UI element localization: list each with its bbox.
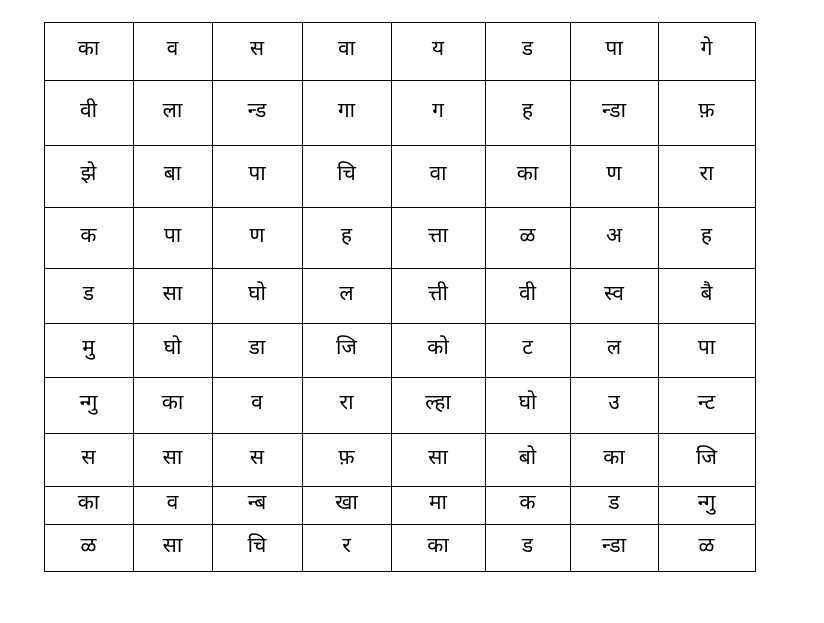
grid-cell-letter: न्ट: [697, 390, 716, 414]
grid-cell-letter: उ: [608, 390, 620, 414]
grid-cell-letter: स: [81, 444, 96, 469]
grid-cell-letter: ह: [700, 222, 713, 247]
grid-cell-letter: का: [427, 532, 449, 557]
grid-cell-letter: वा: [429, 161, 447, 185]
grid-cell-letter: का: [77, 490, 100, 514]
grid-cell-letter: य: [431, 36, 445, 60]
grid-cell-letter: क: [519, 490, 536, 514]
grid-cell-letter: घो: [248, 280, 266, 305]
grid-horizontal-line: [44, 207, 756, 208]
grid-cell-letter: ट: [522, 335, 533, 359]
grid-cell-letter: ड: [82, 280, 95, 305]
grid-cell-letter: क: [80, 222, 97, 247]
grid-vertical-line: [302, 22, 303, 572]
grid-horizontal-line: [44, 323, 756, 324]
grid-cell-letter: सा: [162, 280, 183, 305]
grid-cell-letter: ळ: [519, 222, 536, 247]
grid-horizontal-line: [44, 268, 756, 269]
grid-cell-letter: बो: [518, 444, 537, 469]
grid-cell-letter: का: [516, 161, 539, 185]
grid-cell-letter: घो: [518, 390, 537, 414]
grid-cell-letter: जि: [695, 444, 718, 469]
grid-cell-letter: ह: [521, 97, 534, 122]
grid-cell-letter: चि: [337, 161, 356, 185]
grid-cell-letter: रा: [339, 390, 354, 414]
grid-cell-letter: ण: [249, 222, 265, 247]
grid-cell-letter: ल: [339, 280, 354, 305]
grid-cell-letter: व: [166, 36, 179, 60]
grid-cell-letter: ळ: [698, 532, 715, 557]
grid-cell-letter: न्डा: [601, 97, 627, 122]
grid-cell-letter: का: [161, 390, 184, 414]
grid-cell-letter: ण: [606, 161, 622, 185]
grid-cell-letter: पा: [605, 36, 623, 60]
grid-horizontal-line: [44, 145, 756, 146]
grid-cell-letter: न्ड: [247, 97, 267, 122]
grid-cell-letter: व: [166, 490, 179, 514]
grid-cell-letter: न्ब: [247, 490, 267, 514]
grid-cell-letter: ळ: [80, 532, 97, 557]
grid-cell-letter: मा: [429, 490, 447, 514]
grid-vertical-line: [391, 22, 392, 572]
grid-horizontal-line: [44, 433, 756, 434]
grid-cell-letter: फ़: [698, 97, 715, 122]
grid-cell-letter: र: [342, 532, 351, 557]
grid-cell-letter: झे: [80, 161, 97, 185]
grid-cell-letter: पा: [248, 161, 266, 185]
grid-cell-letter: ल्हा: [425, 390, 451, 414]
grid-horizontal-line: [44, 571, 756, 572]
grid-cell-letter: का: [77, 36, 100, 60]
grid-vertical-line: [133, 22, 134, 572]
grid-cell-letter: वा: [337, 36, 356, 60]
grid-vertical-line: [658, 22, 659, 572]
grid-cell-letter: ड: [521, 36, 534, 60]
grid-cell-letter: खा: [335, 490, 358, 514]
grid-cell-letter: घो: [163, 335, 182, 359]
grid-cell-letter: सा: [162, 532, 183, 557]
grid-vertical-line: [755, 22, 756, 572]
grid-cell-letter: न्गु: [79, 390, 98, 414]
grid-cell-letter: फ़: [338, 444, 355, 469]
grid-cell-letter: रा: [699, 161, 714, 185]
grid-horizontal-line: [44, 486, 756, 487]
grid-cell-letter: ह: [340, 222, 353, 247]
grid-cell-letter: स: [249, 36, 265, 60]
grid-cell-letter: न्गु: [697, 490, 716, 514]
grid-horizontal-line: [44, 22, 756, 23]
grid-cell-letter: ला: [162, 97, 183, 122]
grid-cell-letter: को: [427, 335, 449, 359]
grid-cell-letter: स्व: [604, 280, 624, 305]
grid-vertical-line: [570, 22, 571, 572]
grid-cell-letter: व: [251, 390, 263, 414]
grid-cell-letter: गा: [337, 97, 356, 122]
grid-cell-letter: ड: [608, 490, 620, 514]
grid-cell-letter: सा: [428, 444, 448, 469]
grid-horizontal-line: [44, 377, 756, 378]
grid-cell-letter: वी: [79, 97, 98, 122]
grid-cell-letter: वी: [518, 280, 537, 305]
grid-cell-letter: मु: [82, 335, 95, 359]
grid-cell-letter: सा: [162, 444, 183, 469]
grid-cell-letter: जि: [335, 335, 358, 359]
grid-cell-letter: डा: [248, 335, 266, 359]
grid-horizontal-line: [44, 524, 756, 525]
grid-horizontal-line: [44, 80, 756, 81]
grid-cell-letter: चि: [247, 532, 267, 557]
grid-cell-letter: गे: [700, 36, 713, 60]
grid-vertical-line: [485, 22, 486, 572]
grid-cell-letter: बा: [163, 161, 182, 185]
grid-cell-letter: ल: [606, 335, 622, 359]
grid-cell-letter: न्डा: [601, 532, 627, 557]
grid-cell-letter: पा: [163, 222, 182, 247]
grid-vertical-line: [44, 22, 45, 572]
grid-cell-letter: ग: [432, 97, 444, 122]
grid-cell-letter: स: [249, 444, 265, 469]
grid-cell-letter: का: [603, 444, 625, 469]
grid-vertical-line: [212, 22, 213, 572]
grid-cell-letter: पा: [697, 335, 716, 359]
grid-cell-letter: त्ता: [428, 222, 448, 247]
grid-cell-letter: ड: [521, 532, 534, 557]
grid-cell-letter: अ: [605, 222, 623, 247]
grid-cell-letter: त्ती: [428, 280, 448, 305]
grid-cell-letter: बै: [700, 280, 713, 305]
